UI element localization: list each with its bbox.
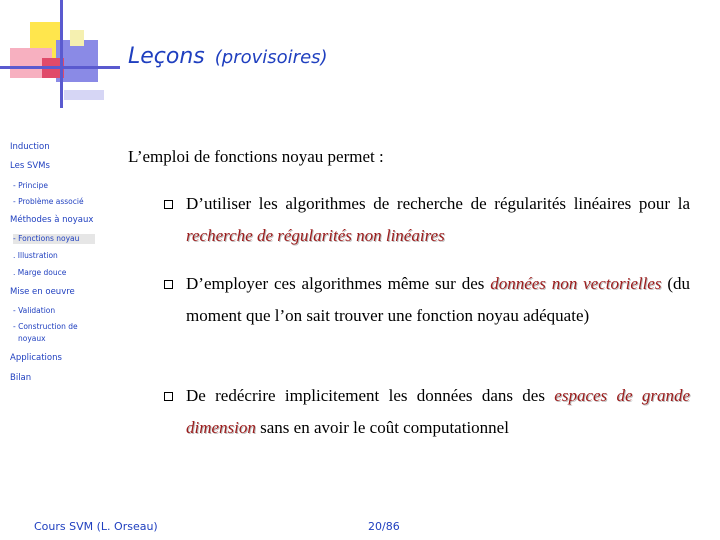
bullet-item	[160, 380, 690, 444]
content-heading: L’emploi de fonctions noyau permet :	[128, 147, 384, 166]
outline-subitem[interactable]: . Marge douce	[13, 268, 67, 277]
bullet-text: (du moment que l’on sait trouver une fonction noyau adéquate)	[186, 274, 690, 325]
outline-item[interactable]: Applications	[10, 353, 62, 363]
bullet-highlight: recherche de régularités non linéaires	[186, 226, 445, 245]
square-bullet-icon	[164, 392, 173, 401]
outline-subitem-active[interactable]: - Fonctions noyau	[13, 234, 95, 244]
outline-item[interactable]: Les SVMs	[10, 161, 50, 171]
decorative-corner-logo	[0, 0, 120, 110]
outline-subitem[interactable]: . Illustration	[13, 251, 58, 260]
outline-subitem[interactable]: - Construction de	[13, 322, 78, 331]
outline-item[interactable]: Méthodes à noyaux	[10, 215, 94, 225]
bullet-highlight: espaces de grande dimension	[186, 386, 690, 437]
page-number: 20/86	[368, 520, 400, 533]
footer-course-label: Cours SVM (L. Orseau)	[34, 520, 158, 533]
slide-title-main: Leçons	[128, 44, 205, 69]
bullet-text: sans en avoir le coût computationnel	[255, 418, 509, 437]
outline-subitem[interactable]: - Validation	[13, 306, 56, 315]
outline-subitem[interactable]: - Principe	[13, 181, 48, 190]
outline-subitem[interactable]: noyaux	[18, 334, 46, 343]
bullet-item	[160, 268, 690, 332]
outline-item[interactable]: Mise en oeuvre	[10, 287, 75, 297]
bullet-text: D’utiliser les algorithmes de recherche de régularités linéaires pour la	[186, 194, 690, 213]
bullet-highlight: données non vectorielles	[490, 274, 662, 293]
slide-title	[128, 44, 328, 69]
bullet-text: De redécrire implicitement les données dans des	[186, 386, 555, 405]
square-bullet-icon	[164, 200, 173, 209]
square-bullet-icon	[164, 280, 173, 289]
bullet-item	[160, 188, 690, 252]
outline-item[interactable]: Bilan	[10, 373, 32, 383]
slide-title-subtitle: (provisoires)	[214, 47, 328, 68]
bullet-text: D’employer ces algorithmes même sur des	[186, 274, 491, 293]
outline-item[interactable]: Induction	[10, 142, 50, 152]
outline-subitem[interactable]: - Problème associé	[13, 197, 84, 206]
